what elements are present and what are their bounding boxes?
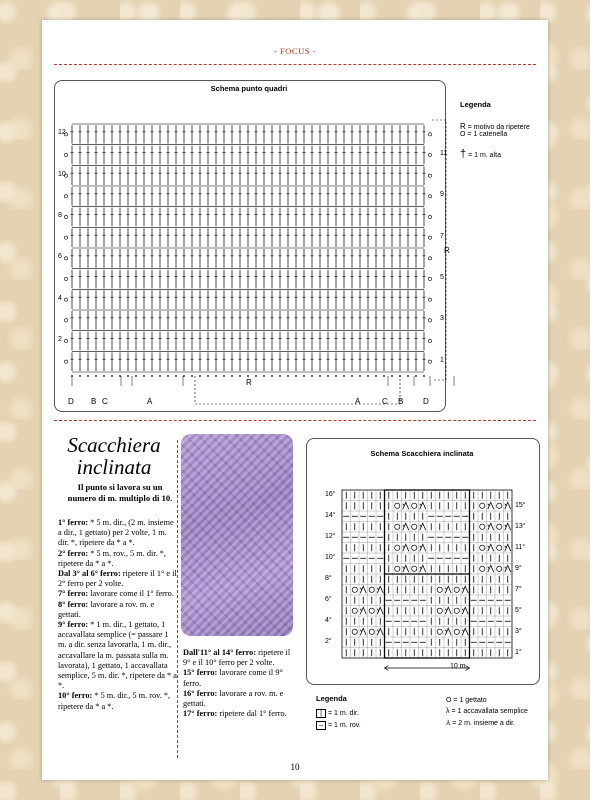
chart1-foundation-dot	[279, 375, 281, 377]
chart1-foundation-dot	[87, 375, 89, 377]
chart2-yarn-over-symbol	[412, 545, 417, 550]
chart2-decrease-symbol	[360, 628, 366, 635]
chart2-yarn-over-symbol	[395, 566, 400, 571]
legend2-text: = 1 m. rov.	[327, 722, 361, 729]
chart1-chain-stitch	[64, 153, 67, 156]
chart2-row-number: 14°	[325, 512, 336, 519]
chart1-chain-stitch	[428, 133, 431, 136]
chart1-foundation-dot	[383, 375, 385, 377]
chart1-column-label: C	[382, 397, 388, 406]
chart1-row-number: 1	[440, 356, 444, 364]
chart2-decrease-symbol	[420, 502, 426, 509]
chart2-yarn-over-symbol	[352, 629, 357, 634]
chart1-foundation-dot	[391, 375, 393, 377]
chart2-row-number: 5°	[515, 606, 522, 614]
chart1-foundation-dot	[103, 375, 105, 377]
chart2-yarn-over-symbol	[497, 503, 502, 508]
header-divider	[54, 64, 536, 65]
instruction: 17° ferro: ripetere dal 1° ferro.	[183, 709, 287, 719]
chart1-foundation-dot	[199, 375, 201, 377]
chart1-chain-stitch	[428, 195, 431, 198]
chart2-diagram	[306, 460, 538, 682]
legend1-text: = 1 m. alta	[468, 152, 501, 159]
chart1-column-label: A	[147, 397, 153, 406]
chart1-column-label: B	[398, 397, 404, 406]
chart1-foundation-dot	[207, 375, 209, 377]
chart2-row-number: 13°	[515, 522, 526, 530]
chart1-column-label: C	[102, 397, 108, 406]
chart1-foundation-dot	[343, 375, 345, 377]
instruction: 16° ferro: lavorare a rov. m. e gettati.	[183, 688, 284, 709]
chart2-decrease-symbol	[377, 628, 383, 635]
chart2-yarn-over-symbol	[480, 545, 485, 550]
magazine-page	[42, 20, 548, 780]
chart2-yarn-over-symbol	[437, 629, 442, 634]
chart1-foundation-dot	[415, 375, 417, 377]
chart2-yarn-over-symbol	[352, 587, 357, 592]
chart1-chain-stitch	[428, 277, 431, 280]
chart1-column-label: A	[355, 397, 361, 406]
instruction: Dall'11° al 14° ferro: ripetere il 9° e il 10° ferro per 2 volte.	[183, 648, 291, 668]
legend2-item	[446, 719, 515, 727]
chart1-foundation-dot	[231, 375, 233, 377]
chart2-yarn-over-symbol	[352, 608, 357, 613]
chart1-foundation-dot	[263, 375, 265, 377]
chart1-row-number: 10	[58, 170, 66, 178]
chart2-row-number: 3°	[515, 627, 522, 635]
yarn-over-icon: O	[446, 697, 452, 704]
instruction: 2° ferro: * 5 m. rov., 5 m. dir. *, ripetere da * a *.	[58, 548, 166, 568]
chart2-yarn-over-symbol	[480, 503, 485, 508]
chart1-chain-stitch	[64, 257, 67, 260]
chart1-foundation-dot	[239, 375, 241, 377]
k2tog-icon: ⅄	[446, 720, 451, 727]
chart1-foundation-dot	[183, 375, 185, 377]
chart2-yarn-over-symbol	[369, 587, 374, 592]
chart1-foundation-dot	[319, 375, 321, 377]
chart2-decrease-symbol	[462, 586, 468, 593]
instruction: 1° ferro: * 5 m. dir., (2 m. insieme a dir., 1 gettato) per 2 volte, 1 m. dir. *, ripetere da * a *.	[58, 518, 174, 548]
article-title-line2: inclinata	[76, 455, 152, 479]
chart2-yarn-over-symbol	[497, 566, 502, 571]
chart1-foundation-dot	[287, 375, 289, 377]
chart2-yarn-over-symbol	[412, 566, 417, 571]
chart2-yarn-over-symbol	[497, 524, 502, 529]
article-title-line1: Scacchiera	[67, 433, 161, 457]
chart1-foundation-dot	[367, 375, 369, 377]
legend2-text: = 1 gettato	[453, 697, 487, 704]
chart2-row-number: 4°	[325, 617, 332, 624]
chart2-yarn-over-symbol	[395, 545, 400, 550]
chart1-row-number: 3	[440, 315, 444, 323]
chart1-chain-stitch	[428, 215, 431, 218]
chart1-foundation-dot	[295, 375, 297, 377]
chart2-yarn-over-symbol	[480, 524, 485, 529]
chart1-foundation-dot	[151, 375, 153, 377]
chart1-foundation-dot	[375, 375, 377, 377]
chart2-decrease-symbol	[462, 628, 468, 635]
chart2-decrease-symbol	[505, 502, 511, 509]
chart1-foundation-dot	[271, 375, 273, 377]
legend2-item	[446, 697, 487, 704]
chart1-chain-stitch	[428, 174, 431, 177]
chart2-yarn-over-symbol	[412, 524, 417, 529]
chart1-foundation-dot	[127, 375, 129, 377]
chart2-row-number: 7°	[515, 585, 522, 593]
chart2-yarn-over-symbol	[369, 608, 374, 613]
chart2-yarn-over-symbol	[497, 545, 502, 550]
chart1-chain-stitch	[64, 195, 67, 198]
chart1-foundation-dot	[303, 375, 305, 377]
chart1-foundation-dot	[215, 375, 217, 377]
chart1-chain-stitch	[428, 339, 431, 342]
chart1-foundation-dot	[351, 375, 353, 377]
chart1-chain-stitch	[64, 277, 67, 280]
chart1-foundation-dot	[335, 375, 337, 377]
chart2-decrease-symbol	[377, 586, 383, 593]
purl-stitch-icon: –	[316, 721, 326, 730]
legend2-text: = 1 accavallata semplice	[451, 708, 528, 715]
chart2-row-number: 16°	[325, 491, 336, 498]
chart1-foundation-dot	[95, 375, 97, 377]
instruction: Dal 3° al 6° ferro: ripetere il 1° e il 2° ferro per 2 volte.	[58, 569, 177, 589]
chart2-row-number: 9°	[515, 564, 522, 572]
chart1-foundation-dot	[143, 375, 145, 377]
chart1-row-number: 9	[440, 191, 444, 199]
chart1-foundation-dot	[359, 375, 361, 377]
double-crochet-icon: †	[460, 148, 467, 160]
chart2-decrease-symbol	[403, 544, 409, 551]
chart2-yarn-over-symbol	[437, 587, 442, 592]
chart1-chain-stitch	[428, 360, 431, 363]
chart2-decrease-symbol	[488, 523, 494, 530]
chart1-chain-stitch	[428, 236, 431, 239]
chart2-yarn-over-symbol	[454, 587, 459, 592]
page-number: 10	[290, 762, 300, 772]
chart2-yarn-over-symbol	[480, 566, 485, 571]
chart2-decrease-symbol	[403, 502, 409, 509]
legend1-item	[460, 131, 507, 138]
knit-swatch-photo	[181, 434, 293, 636]
legend2-item	[316, 721, 361, 730]
article-col1	[58, 518, 178, 712]
legend2-item	[446, 708, 528, 715]
chart2-title: Schema Scacchiera inclinata	[370, 449, 474, 458]
chart2-yarn-over-symbol	[395, 524, 400, 529]
legend1-symbol: R	[460, 122, 466, 131]
chart2-decrease-symbol	[420, 565, 426, 572]
chart1-column-label: D	[68, 397, 74, 406]
chart2-decrease-symbol	[445, 628, 451, 635]
chart1-foundation-dot	[311, 375, 313, 377]
chart1-chain-stitch	[64, 236, 67, 239]
chart1-row-number: 12	[58, 129, 66, 137]
chart1-chain-stitch	[428, 153, 431, 156]
chart1-chain-stitch	[64, 360, 67, 363]
chart1-column-label: B	[91, 397, 97, 406]
chart1-foundation-dot	[255, 375, 257, 377]
chart1-repeat-bracket-bottom	[195, 376, 400, 404]
chart2-row-number: 8°	[325, 575, 332, 582]
chart2-decrease-symbol	[377, 607, 383, 614]
catenella-icon: O	[460, 131, 466, 138]
chart1-foundation-dot	[407, 375, 409, 377]
chart1-r-side-label: R	[444, 246, 450, 255]
chart2-row-number: 15°	[515, 501, 526, 509]
chart1-foundation-dot	[327, 375, 329, 377]
chart1-chain-stitch	[64, 339, 67, 342]
chart1-chain-stitch	[64, 298, 67, 301]
chart1-foundation-dot	[175, 375, 177, 377]
chart1-foundation-dot	[135, 375, 137, 377]
chart2-decrease-symbol	[505, 544, 511, 551]
chart2-yarn-over-symbol	[454, 608, 459, 613]
chart1-row-number: 6	[58, 253, 62, 261]
chart2-yarn-over-symbol	[437, 608, 442, 613]
chart1-foundation-dot	[111, 375, 113, 377]
ssk-icon: λ	[446, 708, 450, 715]
chart2-decrease-symbol	[403, 523, 409, 530]
chart2-row-number: 11°	[515, 543, 526, 551]
chart1-chain-stitch	[428, 257, 431, 260]
chart1-foundation-dot	[223, 375, 225, 377]
chart2-decrease-symbol	[505, 565, 511, 572]
chart2-decrease-symbol	[488, 502, 494, 509]
legend2-title: Legenda	[316, 694, 347, 703]
chart1-chain-stitch	[64, 319, 67, 322]
instruction: 8° ferro: lavorare a rov. m. e gettati.	[58, 599, 155, 619]
chart1-title: Schema punto quadri	[210, 84, 288, 93]
chart2-yarn-over-symbol	[369, 629, 374, 634]
chart2-yarn-over-symbol	[395, 503, 400, 508]
chart2-row-number: 12°	[325, 533, 336, 540]
chart2-width-label: 10 m.	[450, 663, 468, 670]
legend2-text: = 2 m. insieme a dir.	[452, 720, 516, 727]
page-header-brand: - FOCUS -	[274, 46, 316, 56]
chart2-decrease-symbol	[488, 544, 494, 551]
chart1-foundation-dot	[79, 375, 81, 377]
legend2-item	[316, 709, 359, 718]
chart1-column-label: D	[423, 397, 429, 406]
chart2-row-number: 2°	[325, 638, 332, 645]
chart2-decrease-symbol	[420, 523, 426, 530]
article-intro: Il punto si lavora su un numero di m. multiplo di 10.	[67, 482, 173, 503]
chart1-foundation-dot	[167, 375, 169, 377]
chart2-yarn-over-symbol	[412, 503, 417, 508]
chart1-chain-stitch	[64, 215, 67, 218]
section-divider	[54, 420, 536, 421]
instruction: 15° ferro: lavorare come il 9° ferro.	[183, 668, 283, 688]
chart1-row-number: 4	[58, 294, 62, 302]
chart1-foundation-dot	[119, 375, 121, 377]
chart1-row-number: 7	[440, 232, 444, 240]
instruction: 7° ferro: lavorare come il 1° ferro.	[58, 589, 174, 599]
chart2-row-number: 10°	[325, 554, 336, 561]
chart2-decrease-symbol	[420, 544, 426, 551]
chart1-diagram	[54, 90, 474, 410]
chart1-chain-stitch	[428, 298, 431, 301]
legend2-text: = 1 m. dir.	[327, 710, 359, 717]
legend1-item	[460, 148, 501, 160]
chart2-decrease-symbol	[360, 607, 366, 614]
knit-stitch-icon: |	[316, 709, 326, 718]
column-divider	[177, 440, 178, 758]
legend1-item	[460, 122, 530, 131]
chart1-foundation-dot	[423, 375, 425, 377]
chart1-row-number: 5	[440, 274, 444, 281]
chart2-decrease-symbol	[445, 607, 451, 614]
legend1-title: Legenda	[460, 100, 491, 109]
instruction: 9° ferro: * 1 m. dir., 1 gettato, 1 accavallata semplice (= passare 1 m. a dir. senza lavorarla, 1 m. dir., accavallare la m. passata sulla m. lavorata), 1 gettato, 1 accavallata semplice, 5 m. dir. *, ripetere da * a *.	[58, 620, 177, 691]
chart1-row-number: 11	[440, 150, 448, 157]
chart2-decrease-symbol	[462, 607, 468, 614]
chart2-yarn-over-symbol	[454, 629, 459, 634]
chart2-decrease-symbol	[488, 565, 494, 572]
chart1-row-number: 8	[58, 212, 62, 219]
chart2-row-number: 6°	[325, 596, 332, 603]
chart1-foundation-dot	[159, 375, 161, 377]
chart2-row-number: 1°	[515, 648, 522, 656]
legend1-text: = 1 catenella	[467, 131, 508, 138]
chart2-decrease-symbol	[403, 565, 409, 572]
chart1-foundation-dot	[247, 375, 249, 377]
article-col2	[183, 648, 297, 719]
chart1-r-bottom-label: R	[246, 378, 252, 387]
chart1-foundation-dot	[191, 375, 193, 377]
chart2-decrease-symbol	[505, 523, 511, 530]
chart1-row-number: 2	[58, 336, 62, 343]
legend1-text: = motivo da ripetere	[467, 124, 530, 131]
chart1-chain-stitch	[428, 319, 431, 322]
chart2-decrease-symbol	[360, 586, 366, 593]
instruction: 10° ferro: * 5 m. dir., 5 m. rov. *, ripetere da * a *.	[58, 691, 171, 711]
chart2-decrease-symbol	[445, 586, 451, 593]
